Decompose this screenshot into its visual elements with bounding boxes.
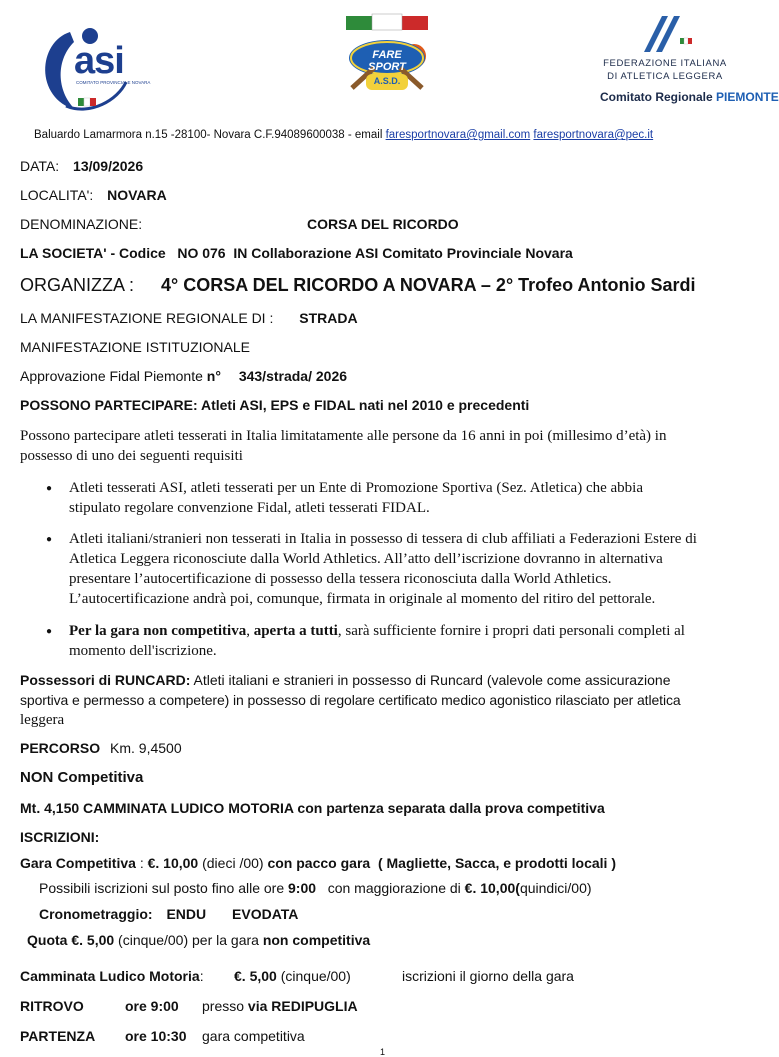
istituzionale-row: MANIFESTAZIONE ISTITUZIONALE — [20, 339, 250, 355]
fidal-logo-mark — [634, 12, 694, 54]
fidal-line1: FEDERAZIONE ITALIANA — [603, 58, 727, 69]
gara-price: €. 10,00 — [147, 855, 199, 871]
fidal-logo — [590, 12, 779, 112]
gara-row — [20, 855, 616, 871]
data-row — [20, 158, 143, 174]
crono-row — [39, 906, 298, 922]
runcard-line2: sportiva e permesso a competere) in possesso di regolare certificato medico agonistico rilasciato per atletica — [20, 692, 681, 708]
gara-paren: (dieci /00) — [198, 855, 268, 871]
camminata-row — [20, 968, 760, 984]
bullet-2-line3: presentare l’autocertificazione di possesso della tessera riconosciuta dalla World Athletics. — [69, 571, 612, 587]
manifestazione-row — [20, 310, 358, 326]
asi-logo-subtitle: COMITATO PROVINCIALE NOVARA — [76, 80, 151, 85]
bullet-2-line2: Atletica Leggera riconosciute dalla World Athletics. All’atto dell’iscrizione dovranno in alternativa — [69, 551, 663, 567]
runcard-line1: Atleti italiani e stranieri in possesso di Runcard (valevole come assicurazione — [190, 672, 671, 688]
runcard-label: Possessori di RUNCARD: — [20, 672, 191, 688]
address-line — [34, 129, 653, 141]
partenza-note: gara competitiva — [202, 1028, 305, 1044]
ritrovo-place: via REDIPUGLIA — [247, 998, 358, 1014]
approvazione-label: Approvazione Fidal Piemonte — [20, 368, 207, 384]
bullet-3-line2: momento dell'iscrizione. — [69, 643, 217, 659]
percorso-value: Km. 9,4500 — [110, 740, 182, 756]
faresport-logo — [338, 12, 436, 104]
manifestazione-label: LA MANIFESTAZIONE REGIONALE DI : — [20, 310, 274, 326]
organizza-label: ORGANIZZA : — [20, 275, 135, 295]
possono-text-line2: possesso di uno dei seguenti requisiti — [20, 448, 243, 464]
bullet-3-mid: , — [246, 623, 254, 639]
possibili-mid: con maggiorazione di — [316, 880, 465, 896]
localita-value: NOVARA — [107, 187, 167, 203]
non-competitiva-heading: NON Competitiva — [20, 769, 144, 786]
ritrovo-mid: presso — [202, 998, 248, 1014]
localita-row — [20, 187, 167, 203]
organizza-row — [20, 275, 695, 296]
possibili-row — [39, 880, 592, 896]
possibili-paren: quindici/00) — [519, 880, 592, 896]
bullet-3-rest: , sarà sufficiente fornire i propri dati personali completi al — [337, 623, 685, 639]
asi-logo — [30, 20, 150, 120]
faresport-logo-text: FARE SPORT — [368, 49, 406, 73]
gara-label: Gara Competitiva — [20, 855, 136, 871]
bullet-1-line1: Atleti tesserati ASI, atleti tesserati per un Ente di Promozione Sportiva (Sez. Atletica) che abbia — [69, 480, 643, 496]
possibili-price: €. 10,00( — [464, 880, 520, 896]
camminata-price: €. 5,00 — [234, 968, 277, 984]
gara-rest: con pacco gara ( Magliette, Sacca, e prodotti locali ) — [267, 855, 616, 871]
denominazione-row — [20, 216, 720, 232]
partenza-row — [20, 1028, 760, 1044]
bullet-1-line2: stipulato regolare convenzione Fidal, atleti tesserati FIDAL. — [69, 500, 430, 516]
bullet-2-line1: Atleti italiani/stranieri non tesserati in Italia in possesso di tessera di club affiliati a Federazioni Estere di — [69, 531, 697, 547]
address-text: Baluardo Lamarmora n.15 -28100- Novara C.F.94089600038 - email — [34, 129, 386, 141]
camminata-colon: : — [199, 968, 204, 984]
approvazione-row — [20, 368, 347, 384]
possono-text — [20, 426, 750, 466]
bullet-3-bold2: aperta a tutti — [253, 623, 338, 639]
quota-paren: (cinque/00) per la gara — [114, 932, 263, 948]
organizza-value: 4° CORSA DEL RICORDO A NOVARA – 2° Trofeo Antonio Sardi — [161, 275, 696, 295]
page-number: 1 — [380, 1047, 386, 1057]
fidal-piemonte: PIEMONTE — [716, 90, 779, 104]
camminata-title: Mt. 4,150 CAMMINATA LUDICO MOTORIA con partenza separata dalla prova competitiva — [20, 800, 605, 816]
gara-sep: : — [135, 855, 148, 871]
data-label: DATA: — [20, 158, 60, 174]
bullet-dot-icon: ● — [46, 534, 53, 545]
fidal-line3 — [600, 90, 779, 104]
fidal-comitato: Comitato Regionale — [600, 90, 713, 104]
possibili-time: 9:00 — [288, 880, 317, 896]
faresport-logo-subtext: A.S.D. — [373, 76, 401, 86]
partenza-time: ore 10:30 — [125, 1028, 187, 1044]
denominazione-label: DENOMINAZIONE: — [20, 216, 143, 232]
societa-row: LA SOCIETA' - Codice NO 076 IN Collaborazione ASI Comitato Provinciale Novara — [20, 245, 573, 261]
ritrovo-row — [20, 998, 760, 1014]
approvazione-value: 343/strada/ 2026 — [238, 368, 348, 384]
runcard-paragraph — [20, 670, 748, 730]
crono-evodata: EVODATA — [232, 906, 299, 922]
bullet-2-line4: L’autocertificazione andrà poi, comunque, firmata in originale al momento del ritiro del pettorale. — [69, 591, 656, 607]
data-value: 13/09/2026 — [73, 158, 144, 174]
asi-logo-text: asi — [74, 40, 124, 82]
denominazione-value: CORSA DEL RICORDO — [307, 216, 459, 232]
bullet-dot-icon: ● — [46, 626, 53, 637]
quota-bold: non competitiva — [262, 932, 371, 948]
percorso-label: PERCORSO — [20, 740, 101, 756]
runcard-line3: leggera — [20, 712, 65, 728]
manifestazione-value: STRADA — [299, 310, 358, 326]
possibili-text: Possibili iscrizioni sul posto fino alle ore — [39, 880, 288, 896]
bullet-dot-icon: ● — [46, 483, 53, 494]
approvazione-n: n° — [206, 368, 221, 384]
localita-label: LOCALITA': — [20, 187, 94, 203]
possono-text-line1: Possono partecipare atleti tesserati in Italia limitatamente alle persone da 16 anni in poi (millesimo d’età) in — [20, 428, 667, 444]
bullet-3-bold1: Per la gara non competitiva — [69, 623, 247, 639]
fidal-line2: DI ATLETICA LEGGERA — [607, 71, 723, 82]
iscrizioni-heading: ISCRIZIONI: — [20, 829, 100, 845]
crono-label: Cronometraggio: — [39, 906, 153, 922]
camminata-note: iscrizioni il giorno della gara — [402, 968, 574, 984]
ritrovo-time: ore 9:00 — [125, 998, 179, 1014]
ritrovo-label: RITROVO — [20, 998, 84, 1014]
email-link-pec[interactable]: faresportnovara@pec.it — [533, 129, 654, 141]
quota-row — [27, 932, 370, 948]
crono-endu: ENDU — [166, 906, 207, 922]
partenza-label: PARTENZA — [20, 1028, 96, 1044]
possono-title: POSSONO PARTECIPARE: Atleti ASI, EPS e FIDAL nati nel 2010 e precedenti — [20, 397, 530, 413]
quota-price: €. 5,00 — [71, 932, 115, 948]
quota-label: Quota — [27, 932, 72, 948]
camminata-paren: (cinque/00) — [276, 968, 351, 984]
camminata-label: Camminata Ludico Motoria — [20, 968, 200, 984]
percorso-row — [20, 740, 182, 756]
email-link-gmail[interactable]: faresportnovara@gmail.com — [385, 129, 531, 141]
